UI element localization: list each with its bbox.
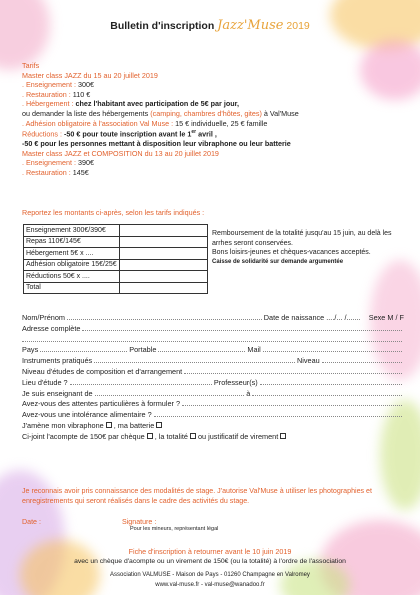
footer-deadline: Fiche d'inscription à retourner avant le 10 juin 2019: [128, 547, 292, 556]
cheque-checkbox[interactable]: [147, 433, 153, 439]
row-vibraphone: [22, 421, 404, 432]
virement-checkbox[interactable]: [280, 433, 286, 439]
amount-cell[interactable]: [119, 225, 207, 237]
masterclass-2-title: Master class JAZZ et COMPOSITION du 13 au 20 juillet 2019: [22, 148, 219, 158]
remboursement-note: Remboursement de la totalité jusqu'au 15 juin, au delà les arrhes seront conservées.: [212, 230, 392, 247]
title-text: Bulletin d'inscription: [110, 20, 215, 32]
nom-label: Nom/Prénom: [22, 313, 65, 322]
naissance-label[interactable]: Date de naissance ..../... /.......: [263, 313, 361, 322]
table-row: [24, 248, 208, 260]
professeurs-label: Professeur(s): [213, 377, 258, 387]
portable-label: Portable: [129, 345, 157, 355]
tarifs-section: [22, 61, 402, 178]
amounts-table: [23, 224, 208, 294]
a-field[interactable]: [252, 389, 402, 396]
adresse-field[interactable]: [82, 324, 402, 331]
signature-field[interactable]: [122, 518, 218, 532]
niveau-field[interactable]: [322, 356, 402, 363]
mineurs-note: Pour les mineurs, représentant légal: [130, 526, 219, 532]
report-instruction: Reportez les montants ci-après, selon les tarifs indiqués :: [22, 208, 205, 217]
table-label: Total: [24, 282, 120, 294]
professeurs-field[interactable]: [260, 378, 402, 385]
portable-field[interactable]: [158, 345, 245, 352]
amount-cell[interactable]: [119, 248, 207, 260]
table-row: [24, 236, 208, 248]
table-label: Repas 110€/145€: [24, 236, 120, 248]
mc2-enseignement: . Enseignement : 390€: [22, 158, 94, 168]
row-attentes: [22, 399, 404, 410]
table-row: [24, 259, 208, 271]
adhesion: . Adhésion obligatoire à l'association Val Muse : 15 € individuelle, 25 € famille: [22, 118, 268, 128]
tarifs-heading: Tarifs: [22, 61, 40, 70]
pays-field[interactable]: [40, 345, 127, 352]
info-notes: [212, 229, 402, 267]
intolerance-field[interactable]: [154, 410, 402, 417]
paint-splash: [0, 0, 50, 70]
footer-contact[interactable]: www.val-muse.fr - val-muse@wanadoo.fr: [155, 582, 265, 588]
row-acompte: [22, 432, 404, 443]
reductions: Réductions : -50 € pour toute inscription avant le 1er avril ,: [22, 129, 217, 139]
consent-text: Je reconnais avoir pris connaissance des modalités de stage. J'autorise Val'Muse à utiliser les photographies et enregistrements qui seront réalisés dans le cadre des activités du stage.: [22, 487, 372, 505]
bons-note: Bons loisirs-jeunes et chèques-vacances acceptés.: [212, 249, 371, 256]
row-intolerance: [22, 410, 404, 421]
signature-label: Signature :: [122, 518, 157, 526]
vibraphone-checkbox[interactable]: [106, 422, 112, 428]
footer-payment: avec un chèque d'acompte ou un virement de 150€ (ou la totalité) à l'ordre de l'association: [74, 558, 346, 565]
totalite-checkbox[interactable]: [190, 433, 196, 439]
table-label: Réductions 50€ x ....: [24, 271, 120, 283]
masterclass-1-title: Master class JAZZ du 15 au 20 juillet 2019: [22, 70, 158, 80]
amount-cell[interactable]: [119, 271, 207, 283]
table-row: [24, 282, 208, 294]
date-label: Date :: [22, 518, 41, 526]
mc1-enseignement: . Enseignement : 300€: [22, 80, 94, 90]
row-adresse: [22, 324, 404, 335]
instruments-label: Instruments pratiqués: [22, 356, 93, 366]
etudes-field[interactable]: [184, 367, 402, 374]
amount-cell[interactable]: [119, 282, 207, 294]
instruments-field[interactable]: [94, 356, 295, 363]
row-contact: [22, 345, 404, 356]
table-label: Adhésion obligatoire 15€/25€: [24, 259, 120, 271]
amount-cell[interactable]: [119, 236, 207, 248]
row-instruments: [22, 356, 404, 367]
table-label: Hébergement 5€ x ....: [24, 248, 120, 260]
batterie-checkbox[interactable]: [156, 422, 162, 428]
mail-field[interactable]: [263, 345, 402, 352]
row-lieu: [22, 378, 404, 389]
table-row: [24, 271, 208, 283]
date-field[interactable]: [22, 518, 41, 526]
table-row: [24, 225, 208, 237]
registration-form: [22, 313, 404, 443]
hebergement: . Hébergement : chez l'habitant avec participation de 5€ par jour,: [22, 99, 240, 109]
page-title: [0, 18, 420, 33]
mail-label: Mail: [247, 345, 261, 355]
table-label: Enseignement 300€/390€: [24, 225, 120, 237]
vibraphone-label: J'amène mon vibraphone: [22, 420, 104, 430]
pays-label: Pays: [22, 345, 39, 355]
enseignant-label: Je suis enseignant de: [22, 388, 93, 398]
mc2-restauration: . Restauration : 145€: [22, 167, 89, 177]
intolerance-label: Avez-vous une intolérance alimentaire ?: [22, 410, 152, 420]
row-enseignant: [22, 389, 404, 400]
totalite-label: , la totalité: [154, 431, 188, 441]
hebergement-liste: ou demander la liste des hébergements (camping, chambres d'hôtes, gites) à Val'Muse: [22, 108, 299, 118]
brand-logo: Jazz'Muse: [217, 18, 284, 33]
etudes-label: Niveau d'études de composition et d'arrangement: [22, 366, 183, 376]
row-etudes: [22, 367, 404, 378]
attentes-field[interactable]: [182, 399, 402, 406]
reduction-instrument: -50 € pour les personnes mettant à disposition leur vibraphone ou leur batterie: [22, 139, 291, 149]
batterie-label: , ma batterie: [113, 420, 155, 430]
adresse-field-2[interactable]: [22, 335, 402, 342]
row-adresse-2: [22, 335, 404, 346]
solidarite-note: Caisse de solidarité sur demande argumentée: [212, 258, 344, 265]
lieu-field[interactable]: [70, 378, 212, 385]
a-label: à: [246, 388, 251, 398]
justificatif-label: ou justificatif de virement: [197, 431, 279, 441]
acompte-label: Ci-joint l'acompte de 150€ par chèque: [22, 431, 145, 441]
enseignant-field[interactable]: [95, 389, 245, 396]
niveau-label: Niveau: [296, 356, 320, 366]
amount-cell[interactable]: [119, 259, 207, 271]
lieu-label: Lieu d'étude ?: [22, 377, 68, 387]
sexe-label[interactable]: Sexe M / F: [368, 313, 404, 322]
attentes-label: Avez-vous des attentes particulières à formuler ?: [22, 399, 181, 409]
adresse-label: Adresse complète: [22, 323, 81, 333]
row-identity: [22, 313, 404, 324]
nom-field[interactable]: [67, 313, 262, 320]
footer: [0, 547, 420, 590]
footer-address: Association VALMUSE - Maison de Pays - 01260 Champagne en Valromey: [110, 572, 310, 578]
mc1-restauration: . Restauration : 110 €: [22, 89, 91, 99]
title-year: 2019: [286, 20, 310, 32]
